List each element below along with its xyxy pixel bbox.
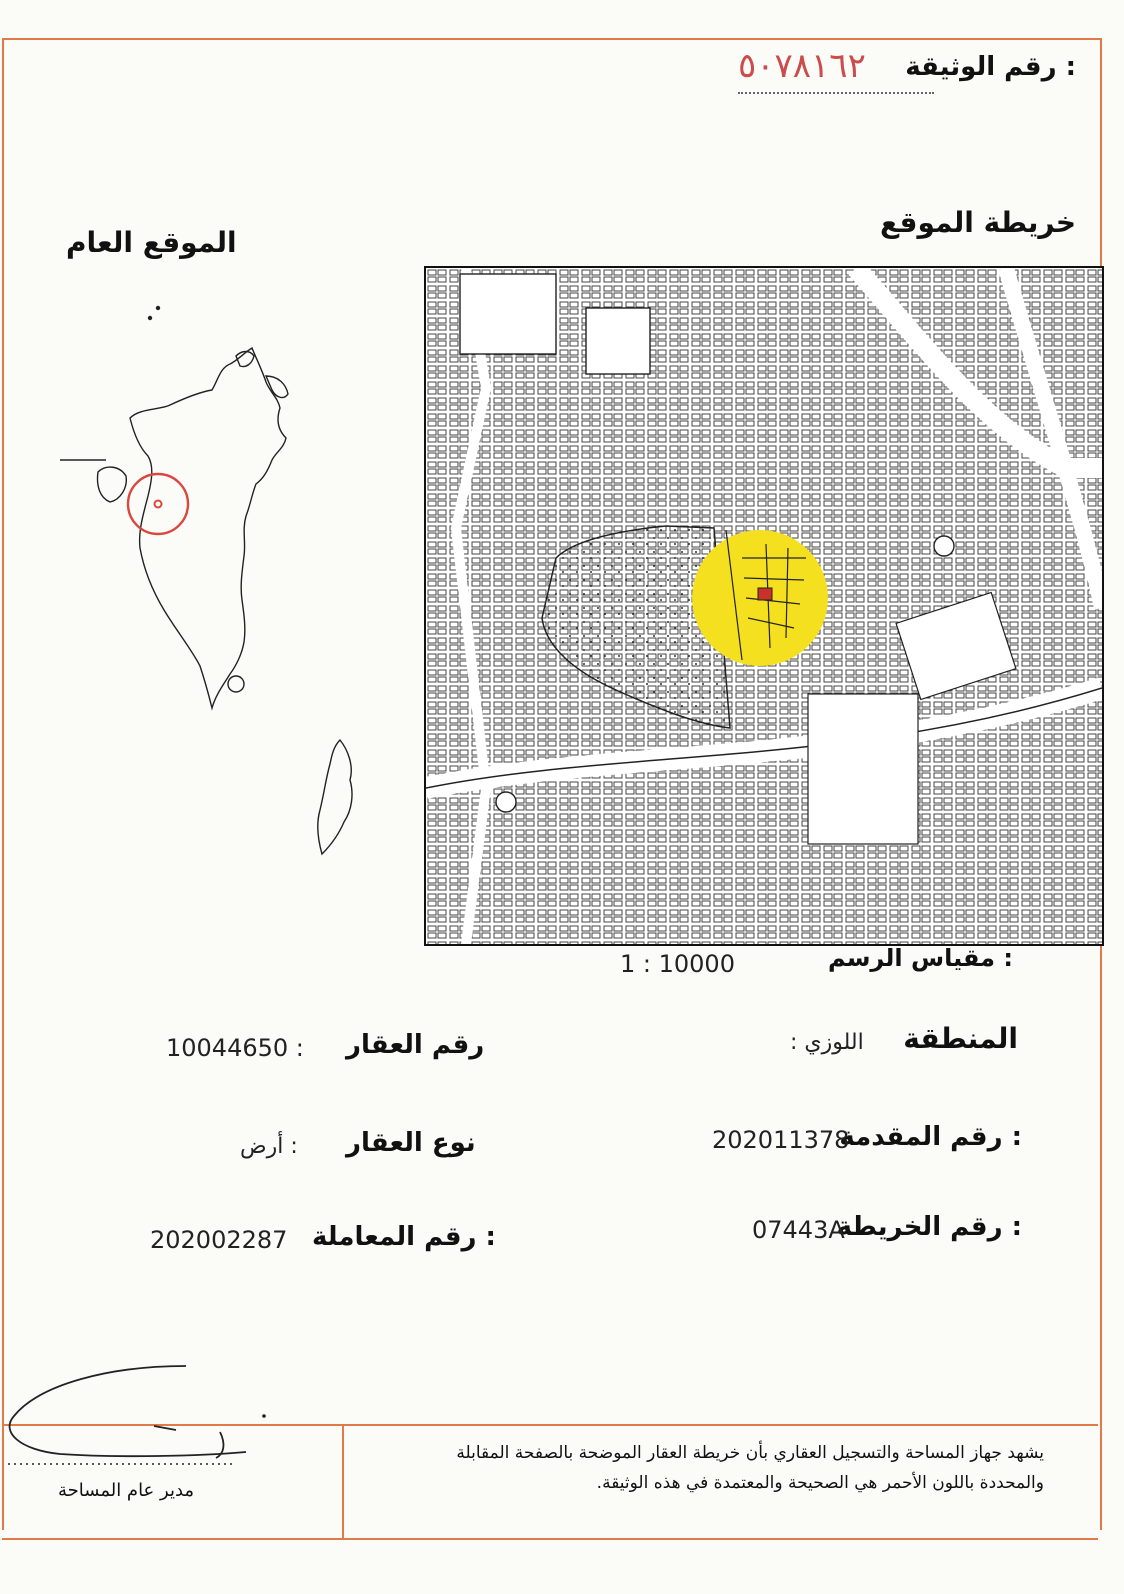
- northern-dot: [149, 317, 152, 320]
- large-plot: [586, 308, 650, 374]
- subject-parcel: [758, 588, 772, 600]
- main-island-outline: [130, 348, 286, 708]
- general-location-title: الموقع العام: [66, 226, 237, 259]
- signature-stroke: [10, 1366, 246, 1456]
- sitra-islet: [228, 676, 244, 692]
- director-signature: [0, 1360, 280, 1490]
- signature-stroke: [154, 1426, 176, 1430]
- signatory-title: مدير عام المساحة: [58, 1480, 195, 1501]
- property-type-value: أرض :: [240, 1134, 298, 1159]
- property-type-label: نوع العقار: [346, 1128, 476, 1158]
- muharraq-outline: [266, 376, 288, 397]
- large-plot: [808, 694, 918, 844]
- property-number-value: 10044650 :: [166, 1034, 304, 1062]
- general-location-map: [40, 280, 380, 900]
- certification-divider: [342, 1426, 344, 1538]
- map-number-label: رقم الخريطة :: [836, 1212, 1022, 1242]
- transaction-number-value: 202002287: [150, 1226, 288, 1254]
- doc-number-value: ٥٠٧٨١٦٢: [738, 46, 866, 86]
- location-dot-icon: [155, 501, 162, 508]
- signature-dot: [262, 1414, 266, 1418]
- certification-text: يشهد جهاز المساحة والتسجيل العقاري بأن خريطة العقار الموضحة بالصفحة المقابلة والمحددة باللون الأحمر هي الصحيحة والمعتمدة في هذه الوثيقة.: [456, 1443, 1044, 1493]
- application-number-value: 202011378: [712, 1126, 850, 1154]
- site-map-drawing: [426, 268, 1102, 944]
- map-number-value: 07443A: [752, 1216, 845, 1244]
- doc-number-label: رقم الوثيقة :: [905, 52, 1076, 82]
- roundabout: [934, 536, 954, 556]
- large-plot: [460, 274, 556, 354]
- hawar-islands-outline: [318, 740, 352, 854]
- northern-dot: [157, 307, 160, 310]
- roundabout: [496, 792, 516, 812]
- region-label: المنطقة: [903, 1022, 1018, 1055]
- location-ring-icon: [128, 474, 188, 534]
- transaction-number-label: رقم المعاملة :: [312, 1222, 496, 1252]
- property-number-label: رقم العقار: [346, 1030, 485, 1060]
- region-value: : اللوزي: [790, 1030, 864, 1055]
- doc-number-dotted-line: [738, 92, 934, 94]
- site-map: [424, 266, 1104, 946]
- site-map-title: خريطة الموقع: [879, 206, 1076, 239]
- scale-value: 1 : 10000: [620, 950, 735, 978]
- application-number-label: رقم المقدمة :: [839, 1122, 1022, 1152]
- scale-label: مقياس الرسم :: [828, 944, 1013, 972]
- west-islet-outline: [98, 467, 127, 502]
